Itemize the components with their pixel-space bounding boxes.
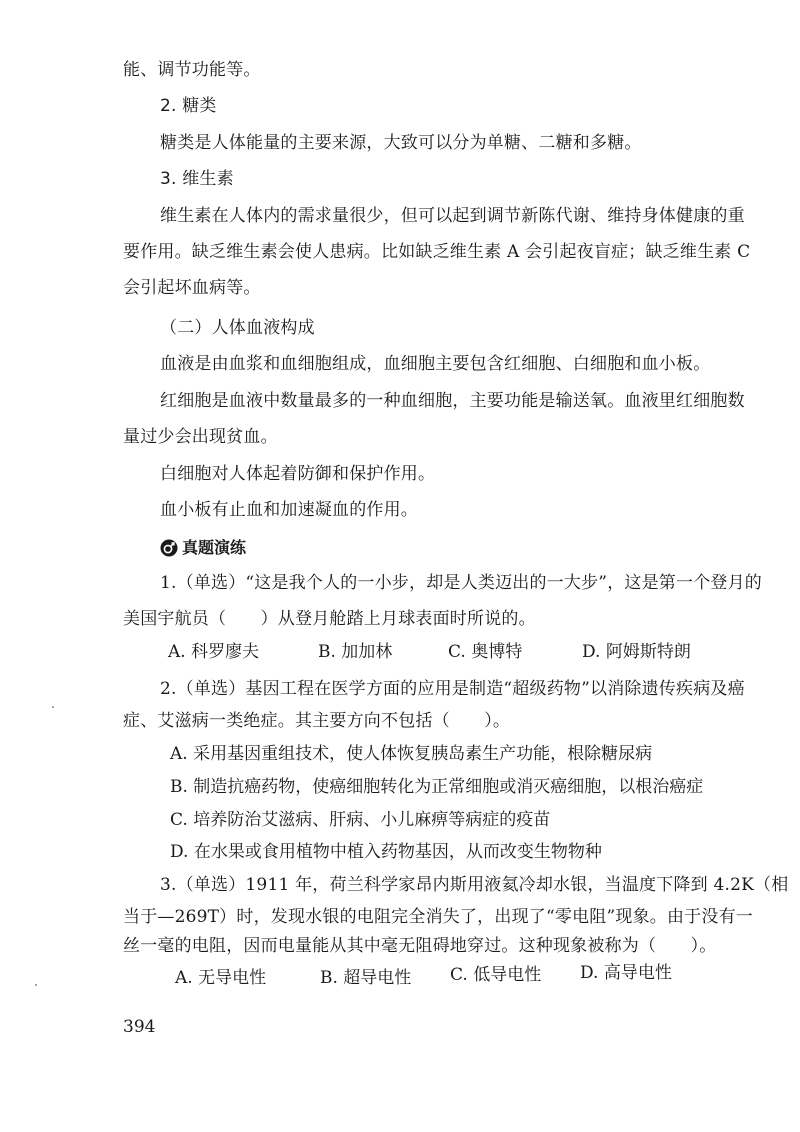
question-1-line: 1.（单选）“这是我个人的一小步，却是人类迈出的一大步”，这是第一个登月的 — [160, 573, 762, 593]
question-3-option-d: D. 高导电性 — [580, 963, 672, 983]
text-line: 维生素在人体内的需求量很少，但可以起到调节新陈代谢、维持身体健康的重 — [160, 206, 745, 226]
question-3-line: 丝一毫的电阻，因而电量能从其中毫无阻碍地穿过。这种现象被称为（ ）。 — [123, 936, 717, 956]
text-line: 会引起坏血病等。 — [123, 278, 261, 298]
text-line: 要作用。缺乏维生素会使人患病。比如缺乏维生素 A 会引起夜盲症；缺乏维生素 C — [123, 242, 751, 262]
question-3-line: 当于—269T）时，发现水银的电阻完全消失了，出现了“零电阻”现象。由于没有一 — [123, 907, 753, 927]
target-icon — [160, 539, 178, 557]
question-2-option-d: D. 在水果或食用植物中植入药物基因，从而改变生物物种 — [170, 842, 602, 862]
practice-heading — [160, 536, 246, 560]
question-2-line: 症、艾滋病一类绝症。其主要方向不包括（ ）。 — [123, 711, 511, 731]
question-1-option-b: B. 加加林 — [318, 642, 393, 662]
question-3-line: 3.（单选）1911 年，荷兰科学家昂内斯用液氦冷却水银，当温度下降到 4.2K（相 — [160, 875, 789, 895]
question-3-option-c: C. 低导电性 — [450, 965, 542, 985]
text-line: 量过少会出现贫血。 — [123, 427, 278, 447]
page-number: 394 — [123, 1017, 156, 1037]
text-line: 白细胞对人体起着防御和保护作用。 — [160, 464, 436, 484]
subsection-heading: 3. 维生素 — [160, 169, 234, 189]
text-line: 血液是由血浆和血细胞组成，血细胞主要包含红细胞、白细胞和血小板。 — [160, 354, 711, 374]
subsection-heading: 2. 糖类 — [160, 96, 217, 116]
question-3-option-a: A. 无导电性 — [175, 968, 267, 988]
scan-speck — [35, 984, 37, 986]
text-line: 糖类是人体能量的主要来源，大致可以分为单糖、二糖和多糖。 — [160, 133, 642, 153]
text-line: 红细胞是血液中数量最多的一种血细胞，主要功能是输送氧。血液里红细胞数 — [160, 391, 745, 411]
question-2-line: 2.（单选）基因工程在医学方面的应用是制造“超级药物”以消除遗传疾病及癌 — [160, 679, 745, 699]
question-1-line: 美国宇航员（ ）从登月舱踏上月球表面时所说的。 — [123, 609, 536, 629]
question-1-option-c: C. 奥博特 — [448, 642, 523, 662]
question-2-option-a: A. 采用基因重组技术，使人体恢复胰岛素生产功能，根除糖尿病 — [170, 744, 653, 764]
text-line: 能、调节功能等。 — [123, 60, 261, 80]
question-2-option-b: B. 制造抗癌药物，使癌细胞转化为正常细胞或消灭癌细胞，以根治癌症 — [170, 777, 704, 797]
practice-heading-text: 真题演练 — [182, 538, 247, 557]
question-2-option-c: C. 培养防治艾滋病、肝病、小儿麻痹等病症的疫苗 — [170, 810, 551, 830]
question-1-option-a: A. 科罗廖夫 — [168, 642, 260, 662]
text-line: 血小板有止血和加速凝血的作用。 — [160, 500, 418, 520]
section-heading: （二）人体血液构成 — [160, 318, 315, 338]
question-3-option-b: B. 超导电性 — [320, 968, 412, 988]
question-1-option-d: D. 阿姆斯特朗 — [582, 642, 691, 662]
scan-speck — [52, 706, 54, 708]
